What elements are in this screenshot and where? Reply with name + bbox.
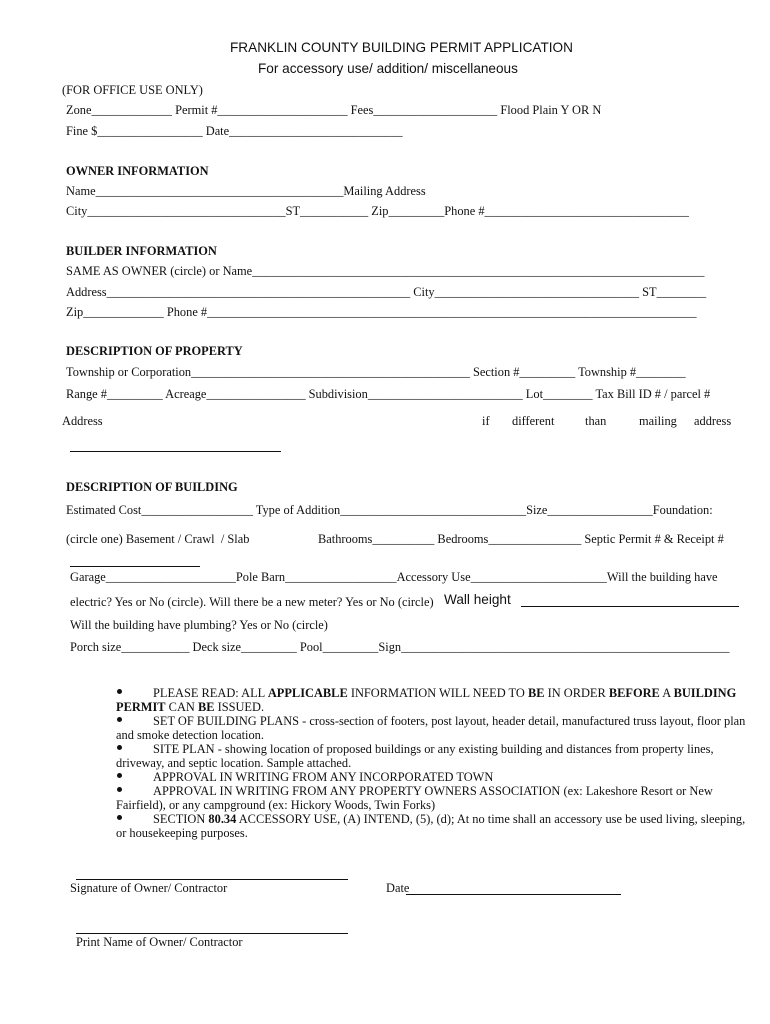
form-title: FRANKLIN COUNTY BUILDING PERMIT APPLICATION bbox=[230, 40, 573, 55]
property-address-word: than bbox=[585, 414, 607, 428]
property-address-word: mailing bbox=[639, 414, 677, 428]
building-rooms-line[interactable]: Bathrooms__________ Bedrooms_______________ Septic Permit # & Receipt # bbox=[318, 532, 724, 546]
print-name-line[interactable] bbox=[76, 933, 348, 934]
office-use-line-2[interactable]: Fine $_________________ Date____________________________ bbox=[66, 124, 403, 138]
owner-city-line[interactable]: City________________________________ST___________ Zip_________Phone #_________________________________ bbox=[66, 204, 689, 218]
note-please-read: PLEASE READ: ALL APPLICABLE INFORMATION WILL NEED TO BE IN ORDER BEFORE A BUILDING PERMIT CAN BE ISSUED. bbox=[116, 686, 737, 714]
note-incorporated-town: APPROVAL IN WRITING FROM ANY INCORPORATED TOWN bbox=[153, 770, 494, 784]
signature-label: Signature of Owner/ Contractor bbox=[70, 881, 228, 895]
building-garage-line[interactable]: Garage_____________________Pole Barn__________________Accessory Use______________________Will the building have bbox=[70, 570, 718, 584]
property-address-word: address bbox=[694, 414, 732, 428]
wall-height-label: Wall height bbox=[444, 592, 511, 607]
note-building-plans: SET OF BUILDING PLANS - cross-section of footers, post layout, header detail, manufactured truss layout, floor plan and smoke detection location. bbox=[116, 714, 746, 742]
property-address-underline[interactable] bbox=[70, 451, 281, 452]
note-section-8034: SECTION 80.34 ACCESSORY USE, (A) INTEND, (5), (d); At no time shall an accessory use be used living, sleeping, or housekeeping purposes. bbox=[116, 812, 746, 840]
building-plumbing-line[interactable]: Will the building have plumbing? Yes or No (circle) bbox=[70, 618, 328, 632]
builder-zip-line[interactable]: Zip_____________ Phone #_______________________________________________________________________________ bbox=[66, 305, 697, 319]
form-subtitle: For accessory use/ addition/ miscellaneous bbox=[258, 61, 518, 76]
builder-heading: BUILDER INFORMATION bbox=[66, 244, 217, 258]
property-township-line[interactable]: Township or Corporation_____________________________________________ Section #_________ Township #________ bbox=[66, 365, 686, 379]
owner-name-line[interactable]: Name________________________________________Mailing Address bbox=[66, 184, 426, 198]
building-porch-line[interactable]: Porch size___________ Deck size_________ Pool_________Sign_____________________________________________________ bbox=[70, 640, 730, 654]
note-property-owners: APPROVAL IN WRITING FROM ANY PROPERTY OWNERS ASSOCIATION (ex: Lakeshore Resort or New Fairfield), or any campground (ex: Hickory Woods, Twin Forks) bbox=[116, 784, 713, 812]
owner-heading: OWNER INFORMATION bbox=[66, 164, 209, 178]
building-cost-line[interactable]: Estimated Cost__________________ Type of Addition______________________________Size_________________Foundation: bbox=[66, 503, 713, 517]
property-address-word: if bbox=[482, 414, 490, 428]
building-electric-line[interactable]: electric? Yes or No (circle). Will there be a new meter? Yes or No (circle) bbox=[70, 595, 434, 609]
wall-height-underline[interactable] bbox=[521, 606, 739, 607]
signature-line[interactable] bbox=[76, 879, 348, 880]
office-use-line-1[interactable]: Zone_____________ Permit #_____________________ Fees____________________ Flood Plain Y OR N bbox=[66, 103, 602, 117]
note-site-plan: SITE PLAN - showing location of proposed buildings or any existing building and distances from property lines, driveway, and septic location. Sample attached. bbox=[116, 742, 714, 770]
print-name-label: Print Name of Owner/ Contractor bbox=[76, 935, 243, 949]
office-use-label: (FOR OFFICE USE ONLY) bbox=[62, 83, 203, 97]
property-address-word: different bbox=[512, 414, 555, 428]
property-range-line[interactable]: Range #_________ Acreage________________ Subdivision_________________________ Lot________ Tax Bill ID # / parcel # bbox=[66, 387, 711, 401]
septic-permit-underline[interactable] bbox=[70, 566, 200, 567]
building-heading: DESCRIPTION OF BUILDING bbox=[66, 480, 238, 494]
builder-name-line[interactable]: SAME AS OWNER (circle) or Name_________________________________________________________________________ bbox=[66, 264, 705, 278]
building-foundation-options[interactable]: (circle one) Basement / Crawl / Slab bbox=[66, 532, 250, 546]
date-line[interactable] bbox=[406, 894, 621, 895]
property-address-label: Address bbox=[62, 414, 103, 428]
property-heading: DESCRIPTION OF PROPERTY bbox=[66, 344, 243, 358]
date-label: Date bbox=[386, 881, 410, 895]
builder-address-line[interactable]: Address_________________________________________________ City_________________________________ ST________ bbox=[66, 285, 707, 299]
